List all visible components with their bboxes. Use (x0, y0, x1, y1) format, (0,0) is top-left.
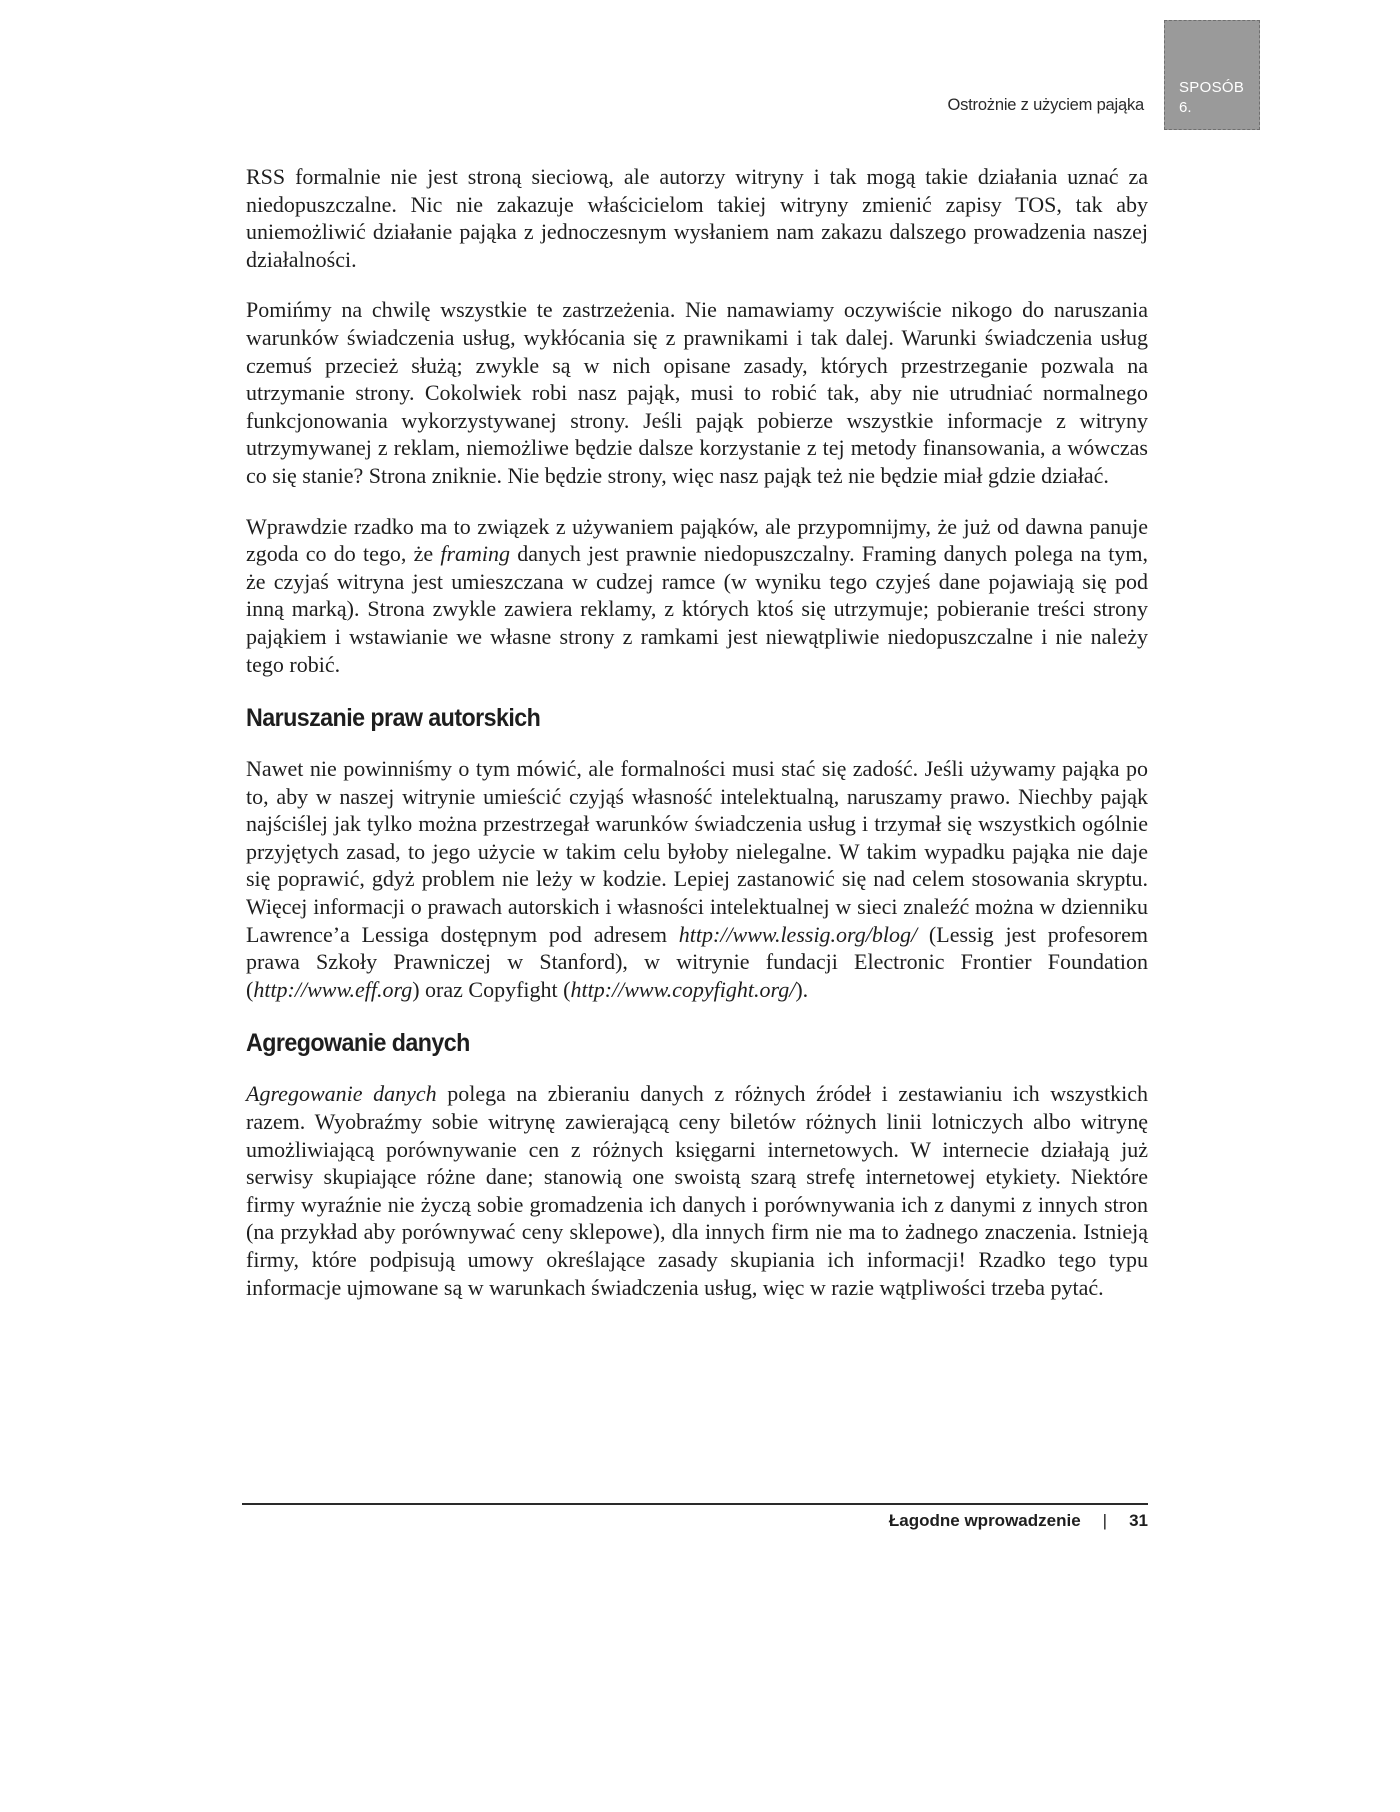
running-header-title: Ostrożnie z użyciem pająka (947, 96, 1144, 114)
paragraph-aggregation (246, 1080, 1148, 1301)
page-number: 31 (1129, 1511, 1148, 1530)
section-heading-copyright: Naruszanie praw autorskich (246, 704, 541, 733)
emphasis-aggregation: Agregowanie danych (246, 1081, 437, 1107)
tab-label: SPOSÓB (1179, 79, 1245, 96)
section-heading-aggregation: Agregowanie danych (246, 1029, 470, 1058)
page-body (246, 163, 1148, 1324)
text-span: ) oraz Copyfight ( (412, 976, 571, 1002)
chapter-tab (1164, 20, 1260, 130)
text-span: polega na zbieraniu danych z różnych źródeł i zestawianiu ich wszystkich razem. Wyobraźmy sobie witrynę zawierającą ceny biletów różnych linii lotniczych albo witrynę umożliwiającą porównywanie cen z różnych księgarni internetowych. W internecie działają już serwisy skupiające różne dane; stanowią one swoistą szarą strefę internetowej etykiety. Niektóre firmy wyraźnie nie życzą sobie gromadzenia ich danych i porównywania ich z danymi z innych stron (na przykład aby porównywać ceny sklepowe), dla innych firm nie ma to żadnego znaczenia. Istnieją firmy, które podpisują umowy określające zasady skupiania ich informacji! Rzadko tego typu informacje ujmowane są w warunkach świadczenia usług, więc w razie wątpliwości trzeba pytać. (246, 1081, 1149, 1300)
paragraph-terms: Pomińmy na chwilę wszystkie te zastrzeżenia. Nie namawiamy oczywiście nikogo do naruszania warunków świadczenia usług, wykłócania się z prawnikami i tak dalej. Warunki świadczenia usług czemuś przecież służą; zwykle są w nich opisane zasady, których przestrzeganie pozwala na utrzymanie strony. Cokolwiek robi nasz pająk, musi to robić tak, aby nie utrudniać normalnego funkcjonowania wykorzystywanej strony. Jeśli pająk pobierze wszystkie informacje z witryny utrzymywanej z reklam, niemożliwe będzie dalsze korzystanie z tej metody finansowania, a wówczas co się stanie? Strona zniknie. Nie będzie strony, więc nasz pająk też nie będzie miał gdzie działać. (246, 297, 1148, 488)
footer-rule (242, 1503, 1148, 1505)
url-eff: http://www.eff.org (253, 976, 413, 1002)
emphasis-framing: framing (440, 541, 511, 567)
url-copyfight: http://www.copyfight.org/ (570, 976, 796, 1002)
tab-number: 6. (1179, 99, 1192, 116)
text-span: ). (795, 976, 809, 1002)
url-lessig: http://www.lessig.org/blog/ (678, 921, 918, 947)
footer-book-title: Łagodne wprowadzenie (888, 1511, 1081, 1530)
text-span: (Lessig jest profesorem prawa Szkoły Prawniczej w Stanford), w witrynie fundacji Electronic Frontier Foundation ( (246, 921, 1148, 1002)
paragraph-rss: RSS formalnie nie jest stroną sieciową, ale autorzy witryny i tak mogą takie działania uznać za niedopuszczalne. Nic nie zakazuje właścicielom takiej witryny zmienić zapisy TOS, tak aby uniemożliwić działanie pająka z jednoczesnym wysłaniem nam zakazu dalszego prowadzenia naszej działalności. (246, 164, 1148, 272)
text-span: danych jest prawnie niedopuszczalny. Framing danych polega na tym, że czyjaś witryna jest umieszczana w cudzej ramce (w wyniku tego czyjeś dane pojawiają się pod inną marką). Strona zwykle zawiera reklamy, z których ktoś się utrzymuje; pobieranie treści strony pająkiem i wstawianie we własne strony z ramkami jest niewątpliwie niedopuszczalne i nie należy tego robić. (246, 541, 1148, 677)
text-span: Nawet nie powinniśmy o tym mówić, ale formalności musi stać się zadość. Jeśli używamy pająka po to, aby w naszej witrynie umieścić czyjąś własność intelektualną, naruszamy prawo. Niechby pająk najściślej jak tylko można przestrzegał warunków świadczenia usług i trzymał się wszystkich ogólnie przyjętych zasad, to jego użycie w takim celu byłoby nielegalne. W takim wypadku pająka nie daje się poprawić, gdyż problem nie leży w kodzie. Lepiej zastanowić się nad celem stosowania skryptu. Więcej informacji o prawach autorskich i własności intelektualnej w sieci znaleźć można w dzienniku Lawrence’a Lessiga dostępnym pod adresem (246, 756, 1148, 947)
footer-separator: | (1102, 1511, 1108, 1530)
paragraph-framing (246, 513, 1148, 679)
page-footer (889, 1511, 1148, 1531)
text-span: Wprawdzie rzadko ma to związek z używaniem pająków, ale przypomnijmy, że już od dawna panuje zgoda co do tego, że (246, 513, 1148, 567)
paragraph-copyright (246, 755, 1148, 1003)
